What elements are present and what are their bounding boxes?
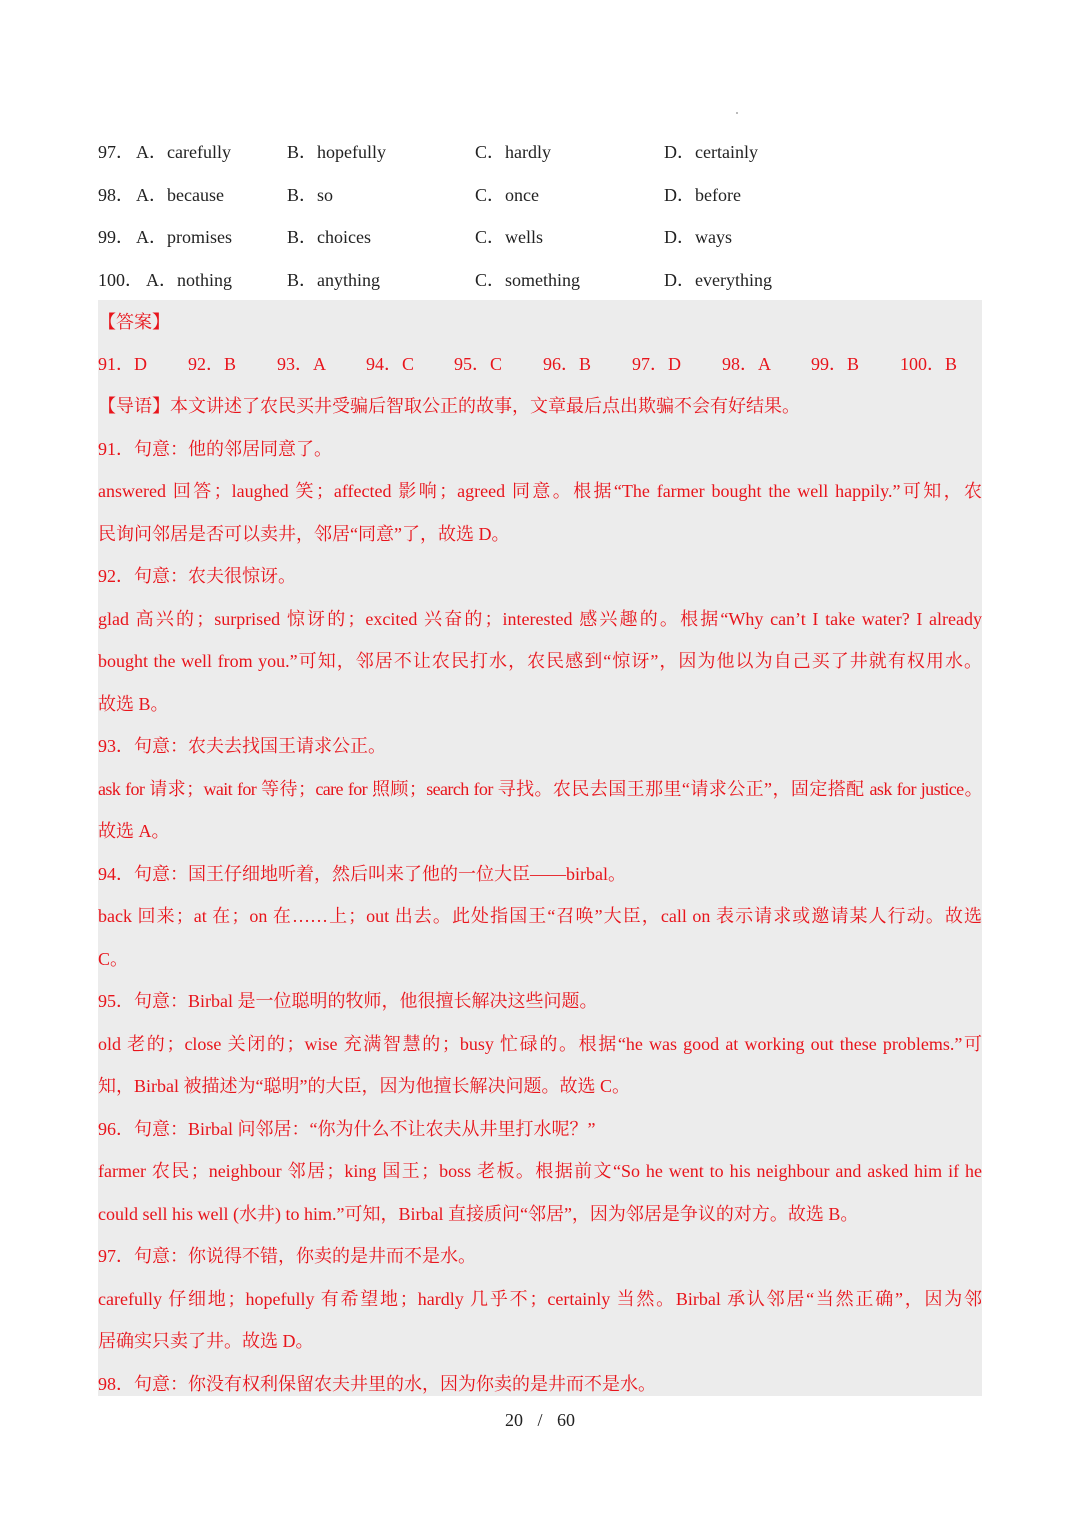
sentence-meaning: 98．句意：你没有权利保留农夫井里的水，因为你卖的是井而不是水。 — [98, 1374, 656, 1394]
stray-dot — [736, 112, 738, 114]
explanation-text: old 老的；close 关闭的；wise 充满智慧的；busy 忙碌的。根据“he was good at working out these problems.”可 — [98, 1034, 982, 1054]
explanation-text: farmer 农民；neighbour 邻居；king 国王；boss 老板。根据前文“So he went to his neighbour and asked him if he — [98, 1161, 982, 1181]
answer-key-item: 93．A — [277, 354, 326, 374]
option-b: B．hopefully — [287, 142, 386, 162]
option-b: B．so — [287, 184, 334, 205]
question-number: 99． — [98, 227, 134, 247]
option-c: C．wells — [475, 227, 544, 247]
sentence-meaning: 92．句意：农夫很惊讶。 — [98, 566, 296, 586]
explanation-text: answered 回答；laughed 笑；affected 影响；agreed 同意。根据“The farmer bought the well happily.”可知，农 — [98, 481, 982, 501]
option-a: A．carefully — [136, 142, 231, 162]
option-d: D．ways — [664, 227, 732, 247]
explanation-text: back 回来；at 在；on 在……上；out 出去。此处指国王“召唤”大臣，call on 表示请求或邀请某人行动。故选 — [98, 906, 982, 926]
question-number: 97． — [98, 142, 134, 162]
explanation-text: 故选 A。 — [98, 821, 170, 841]
question-number: 98． — [98, 184, 134, 205]
answer-key-item: 96．B — [543, 354, 592, 374]
question-number: 100． — [98, 269, 143, 290]
explanation-text: ask for 请求；wait for 等待；care for 照顾；search for 寻找。农民去国王那里“请求公正”，固定搭配 ask for justice。 — [98, 779, 982, 799]
option-a: A．because — [136, 184, 224, 205]
option-a: A．nothing — [146, 269, 233, 290]
explanation-text: 居确实只卖了井。故选 D。 — [98, 1331, 314, 1351]
explanation-text: bought the well from you.”可知，邻居不让农民打水，农民感到“惊讶”，因为他以为自己买了井就有权用水。 — [98, 651, 982, 671]
answer-key-item: 95．C — [454, 354, 503, 374]
intro-text: 【导语】本文讲述了农民买井受骗后智取公正的故事，文章最后点出欺骗不会有好结果。 — [98, 396, 800, 416]
answer-explanation-block — [98, 300, 982, 1396]
explanation-text: glad 高兴的；surprised 惊讶的；excited 兴奋的；interested 感兴趣的。根据“Why can’t I take water? I already — [98, 609, 982, 629]
explanation-text: 民询问邻居是否可以卖井，邻居“同意”了，故选 D。 — [98, 524, 510, 544]
answer-header: 【答案】 — [98, 312, 170, 332]
option-b: B．choices — [287, 227, 371, 247]
page-separator: / — [537, 1410, 543, 1430]
option-list — [98, 131, 982, 301]
answer-key-item: 100．B — [900, 354, 958, 374]
option-row — [98, 131, 982, 174]
option-d: D．everything — [664, 269, 772, 290]
option-row — [98, 216, 982, 259]
option-d: D．before — [664, 184, 741, 205]
answer-key-item: 91．D — [98, 354, 147, 374]
option-b: B．anything — [287, 269, 380, 290]
explanation-text: carefully 仔细地；hopefully 有希望地；hardly 几乎不；certainly 当然。Birbal 承认邻居“当然正确”，因为邻 — [98, 1289, 982, 1309]
sentence-meaning: 93．句意：农夫去找国王请求公正。 — [98, 736, 386, 756]
answer-key-item: 97．D — [632, 354, 681, 374]
answer-key-item: 99．B — [811, 354, 860, 374]
explanation-text: 知，Birbal 被描述为“聪明”的大臣，因为他擅长解决问题。故选 C。 — [98, 1076, 630, 1096]
option-row — [98, 174, 982, 217]
answer-key-item: 92．B — [188, 354, 237, 374]
explanation-text: C。 — [98, 949, 129, 969]
sentence-meaning: 91．句意：他的邻居同意了。 — [98, 439, 332, 459]
answer-key-row — [98, 343, 982, 385]
page-total: 60 — [557, 1410, 575, 1430]
option-a: A．promises — [136, 227, 232, 247]
sentence-meaning: 94．句意：国王仔细地听着，然后叫来了他的一位大臣——birbal。 — [98, 864, 626, 884]
explanation-text: 故选 B。 — [98, 694, 169, 714]
option-c: C．something — [475, 269, 581, 290]
option-c: C．once — [475, 184, 539, 205]
sentence-meaning: 96．句意：Birbal 问邻居：“你为什么不让农夫从井里打水呢？” — [98, 1119, 596, 1139]
page-footer — [0, 1410, 1080, 1431]
answer-key-item: 98．A — [722, 354, 771, 374]
option-d: D．certainly — [664, 142, 758, 162]
sentence-meaning: 97．句意：你说得不错，你卖的是井而不是水。 — [98, 1246, 476, 1266]
answer-key-item: 94．C — [366, 354, 415, 374]
option-row — [98, 259, 982, 302]
option-c: C．hardly — [475, 142, 551, 162]
explanation-text: could sell his well (水井) to him.”可知，Birbal 直接质问“邻居”，因为邻居是争议的对方。故选 B。 — [98, 1204, 859, 1224]
page-number: 20 — [504, 1410, 523, 1430]
sentence-meaning: 95．句意：Birbal 是一位聪明的牧师，他很擅长解决这些问题。 — [98, 991, 598, 1011]
